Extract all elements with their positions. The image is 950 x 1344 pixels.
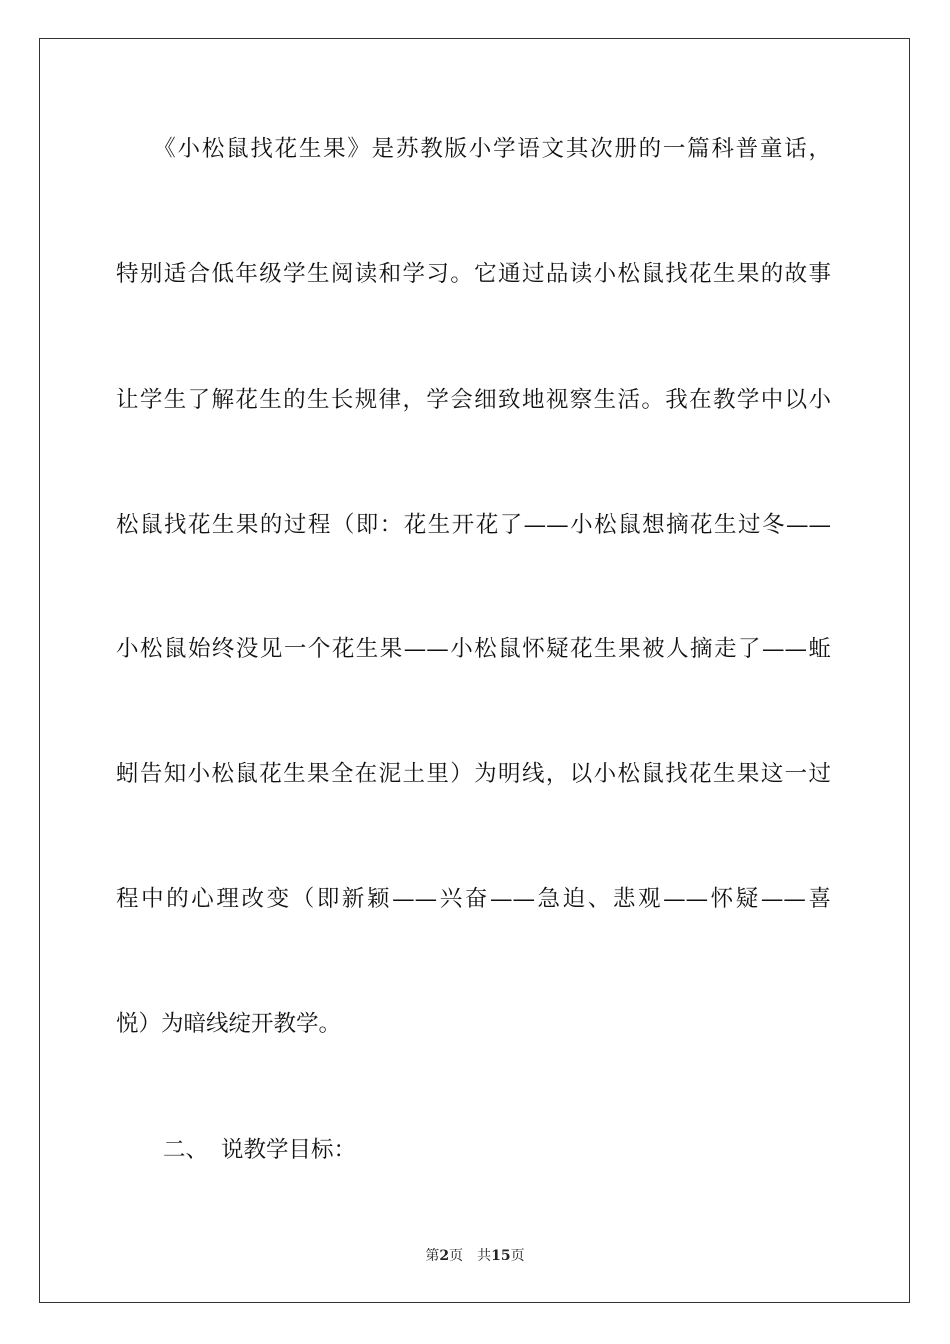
page-footer <box>0 1247 950 1265</box>
footer-total-pages: 15 <box>491 1248 511 1264</box>
paragraph-line-8: 悦）为暗线绽开教学。 <box>116 1011 342 1037</box>
section-title: 说教学目标： <box>221 1137 357 1163</box>
paragraph-line-6: 蚓告知小松鼠花生果全在泥土里）为明线，以小松鼠找花生果这一过 <box>116 761 831 787</box>
paragraph-line-4: 松鼠找花生果的过程（即：花生开花了——小松鼠想摘花生过冬—— <box>116 512 831 538</box>
section-number: 二、 <box>163 1137 209 1163</box>
footer-prefix: 第 <box>425 1248 440 1264</box>
footer-total-unit: 页 <box>510 1248 525 1264</box>
footer-total-prefix: 共 <box>477 1248 492 1264</box>
paragraph-line-5: 小松鼠始终没见一个花生果——小松鼠怀疑花生果被人摘走了——蚯 <box>116 636 831 662</box>
footer-page-number: 2 <box>439 1248 450 1264</box>
paragraph-line-2: 特别适合低年级学生阅读和学习。它通过品读小松鼠找花生果的故事 <box>116 261 831 287</box>
section-heading <box>163 1135 356 1165</box>
page-frame <box>39 38 910 1303</box>
footer-page-unit: 页 <box>449 1248 464 1264</box>
paragraph-line-3: 让学生了解花生的生长规律，学会细致地视察生活。我在教学中以小 <box>116 387 831 413</box>
paragraph-line-1: 《小松鼠找花生果》是苏教版小学语文其次册的一篇科普童话， <box>116 136 831 162</box>
paragraph-line-7: 程中的心理改变（即新颖——兴奋——急迫、悲观——怀疑——喜 <box>116 886 831 912</box>
